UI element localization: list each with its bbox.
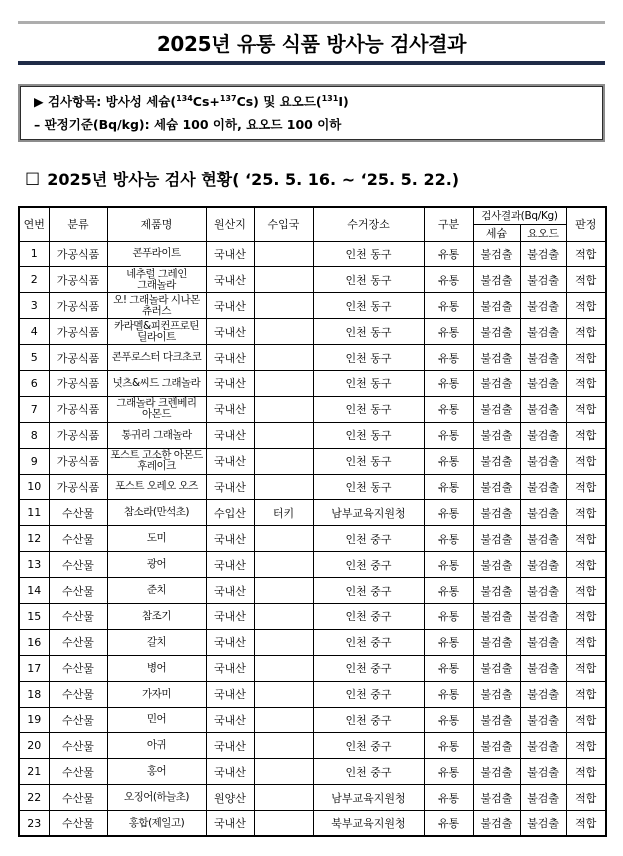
cell-category: 가공식품 [49,241,107,267]
cell-category: 수산물 [49,681,107,707]
cell-iodine: 불검출 [520,629,566,655]
cell-type: 유통 [424,552,473,578]
cell-origin: 국내산 [206,578,254,604]
cell-import-country [254,345,313,371]
cell-origin: 국내산 [206,811,254,837]
cell-type: 유통 [424,500,473,526]
cell-cesium: 불검출 [473,655,520,681]
cell-import-country [254,448,313,474]
test-items-text: Cs+ [192,94,220,109]
cell-type: 유통 [424,396,473,422]
cell-verdict: 적합 [566,267,606,293]
cell-verdict: 적합 [566,319,606,345]
cell-no: 17 [19,655,49,681]
cell-collection-site: 인천 중구 [313,629,424,655]
table-row [19,370,606,396]
cell-collection-site: 인천 동구 [313,241,424,267]
header-import-country: 수입국 [254,207,313,241]
cell-category: 가공식품 [49,474,107,500]
cell-verdict: 적합 [566,422,606,448]
cell-import-country [254,707,313,733]
cell-import-country [254,319,313,345]
cell-category: 수산물 [49,707,107,733]
cell-import-country [254,474,313,500]
header-product: 제품명 [107,207,206,241]
cell-category: 가공식품 [49,422,107,448]
cell-product: 가자미 [107,681,206,707]
cell-verdict: 적합 [566,293,606,319]
table-row [19,733,606,759]
table-row [19,629,606,655]
cell-no: 3 [19,293,49,319]
cell-import-country [254,759,313,785]
cell-no: 19 [19,707,49,733]
cell-verdict: 적합 [566,448,606,474]
cell-category: 가공식품 [49,396,107,422]
cell-collection-site: 인천 동구 [313,474,424,500]
cell-collection-site: 인천 동구 [313,370,424,396]
table-row [19,293,606,319]
cell-verdict: 적합 [566,474,606,500]
cell-type: 유통 [424,681,473,707]
cell-collection-site: 인천 동구 [313,319,424,345]
cell-product: 넛츠&씨드 그래놀라 [107,370,206,396]
cell-iodine: 불검출 [520,811,566,837]
cell-collection-site: 북부교육지원청 [313,811,424,837]
isotope-mass-number: 137 [219,94,237,103]
cell-product: 포스트 고소한 아몬드 후레이크 [107,448,206,474]
title-top-rule [18,21,605,24]
header-iodine: 요오드 [520,224,566,241]
cell-verdict: 적합 [566,629,606,655]
cell-category: 수산물 [49,578,107,604]
cell-type: 유통 [424,759,473,785]
cell-verdict: 적합 [566,811,606,837]
cell-product: 통귀리 그래놀라 [107,422,206,448]
cell-no: 21 [19,759,49,785]
cell-product: 오! 그래놀라 시나몬 츄러스 [107,293,206,319]
cell-iodine: 불검출 [520,345,566,371]
cell-verdict: 적합 [566,578,606,604]
title-bottom-rule [18,61,605,65]
cell-collection-site: 인천 중구 [313,552,424,578]
cell-import-country [254,526,313,552]
cell-import-country [254,267,313,293]
cell-import-country [254,811,313,837]
cell-import-country [254,733,313,759]
table-row [19,267,606,293]
cell-verdict: 적합 [566,655,606,681]
test-items-text: Cs) 및 요오드( [236,94,322,109]
cell-no: 1 [19,241,49,267]
cell-cesium: 불검출 [473,500,520,526]
cell-import-country [254,785,313,811]
test-items-line [34,90,603,113]
cell-iodine: 불검출 [520,241,566,267]
cell-product: 콘푸라이트 [107,241,206,267]
table-row [19,319,606,345]
cell-collection-site: 인천 동구 [313,345,424,371]
cell-type: 유통 [424,578,473,604]
cell-product: 콘푸로스터 다크초코 [107,345,206,371]
cell-category: 가공식품 [49,293,107,319]
cell-origin: 국내산 [206,526,254,552]
cell-cesium: 불검출 [473,474,520,500]
cell-category: 수산물 [49,603,107,629]
cell-collection-site: 남부교육지원청 [313,785,424,811]
cell-no: 15 [19,603,49,629]
cell-import-country [254,603,313,629]
cell-no: 2 [19,267,49,293]
section-heading [25,168,459,192]
cell-verdict: 적합 [566,785,606,811]
test-criteria-box [18,84,605,142]
isotope-mass-number: 134 [176,94,193,103]
cell-origin: 국내산 [206,319,254,345]
header-verdict: 판정 [566,207,606,241]
cell-no: 20 [19,733,49,759]
cell-origin: 수입산 [206,500,254,526]
cell-product: 아귀 [107,733,206,759]
cell-type: 유통 [424,655,473,681]
cell-product: 준치 [107,578,206,604]
cell-type: 유통 [424,370,473,396]
cell-category: 수산물 [49,500,107,526]
cell-iodine: 불검출 [520,785,566,811]
cell-origin: 국내산 [206,396,254,422]
cell-product: 포스트 오레오 오즈 [107,474,206,500]
cell-no: 14 [19,578,49,604]
table-row [19,422,606,448]
table-row [19,552,606,578]
cell-type: 유통 [424,603,473,629]
cell-category: 가공식품 [49,448,107,474]
header-test-result: 검사결과(Bq/Kg) [473,207,566,224]
section-heading-text: 2025년 방사능 검사 현황( ‘25. 5. 16. ~ ‘25. 5. 22.) [47,170,460,189]
header-category: 분류 [49,207,107,241]
cell-origin: 국내산 [206,422,254,448]
document-title: 2025년 유통 식품 방사능 검사결과 [156,32,467,56]
cell-origin: 국내산 [206,655,254,681]
cell-cesium: 불검출 [473,526,520,552]
cell-verdict: 적합 [566,396,606,422]
cell-cesium: 불검출 [473,603,520,629]
cell-collection-site: 인천 중구 [313,759,424,785]
table-row [19,578,606,604]
cell-verdict: 적합 [566,552,606,578]
cell-iodine: 불검출 [520,681,566,707]
cell-type: 유통 [424,293,473,319]
cell-collection-site: 인천 중구 [313,707,424,733]
table-row [19,785,606,811]
cell-iodine: 불검출 [520,500,566,526]
cell-verdict: 적합 [566,681,606,707]
table-row [19,500,606,526]
header-type: 구분 [424,207,473,241]
cell-verdict: 적합 [566,370,606,396]
table-row [19,707,606,733]
cell-no: 9 [19,448,49,474]
cell-verdict: 적합 [566,603,606,629]
cell-category: 가공식품 [49,319,107,345]
cell-type: 유통 [424,733,473,759]
cell-cesium: 불검출 [473,345,520,371]
cell-type: 유통 [424,811,473,837]
cell-type: 유통 [424,241,473,267]
test-items-text: ▶ 검사항목: 방사성 세슘( [34,94,177,109]
cell-collection-site: 인천 동구 [313,396,424,422]
cell-cesium: 불검출 [473,293,520,319]
cell-cesium: 불검출 [473,578,520,604]
cell-product: 병어 [107,655,206,681]
cell-product: 그래놀라 크렌베리 아몬드 [107,396,206,422]
cell-no: 22 [19,785,49,811]
cell-collection-site: 인천 중구 [313,655,424,681]
cell-category: 가공식품 [49,345,107,371]
cell-cesium: 불검출 [473,707,520,733]
cell-import-country [254,241,313,267]
cell-no: 23 [19,811,49,837]
cell-no: 13 [19,552,49,578]
cell-product: 카라멜&피컨프로틴 딜라이트 [107,319,206,345]
cell-origin: 국내산 [206,552,254,578]
cell-collection-site: 인천 동구 [313,422,424,448]
cell-origin: 국내산 [206,474,254,500]
cell-collection-site: 인천 동구 [313,293,424,319]
cell-origin: 국내산 [206,759,254,785]
cell-import-country [254,422,313,448]
cell-product: 참소라(만석초) [107,500,206,526]
cell-iodine: 불검출 [520,552,566,578]
cell-type: 유통 [424,474,473,500]
cell-no: 8 [19,422,49,448]
cell-type: 유통 [424,319,473,345]
cell-cesium: 불검출 [473,785,520,811]
cell-iodine: 불검출 [520,422,566,448]
cell-category: 가공식품 [49,267,107,293]
cell-origin: 국내산 [206,267,254,293]
cell-origin: 국내산 [206,707,254,733]
header-collection-site: 수거장소 [313,207,424,241]
table-row [19,811,606,837]
table-row [19,448,606,474]
cell-cesium: 불검출 [473,370,520,396]
cell-category: 가공식품 [49,370,107,396]
cell-origin: 국내산 [206,603,254,629]
cell-category: 수산물 [49,526,107,552]
cell-iodine: 불검출 [520,526,566,552]
cell-type: 유통 [424,707,473,733]
cell-import-country [254,293,313,319]
cell-verdict: 적합 [566,241,606,267]
cell-cesium: 불검출 [473,267,520,293]
cell-type: 유통 [424,785,473,811]
table-header-row [19,207,606,224]
cell-iodine: 불검출 [520,448,566,474]
cell-iodine: 불검출 [520,293,566,319]
cell-cesium: 불검출 [473,448,520,474]
header-origin: 원산지 [206,207,254,241]
cell-no: 10 [19,474,49,500]
cell-iodine: 불검출 [520,578,566,604]
cell-category: 수산물 [49,759,107,785]
judgment-criteria-line: – 판정기준(Bq/kg): 세슘 100 이하, 요오드 100 이하 [34,117,342,132]
cell-iodine: 불검출 [520,603,566,629]
cell-no: 16 [19,629,49,655]
cell-category: 수산물 [49,552,107,578]
cell-category: 수산물 [49,811,107,837]
cell-product: 광어 [107,552,206,578]
cell-cesium: 불검출 [473,552,520,578]
cell-product: 갈치 [107,629,206,655]
header-no: 연번 [19,207,49,241]
cell-collection-site: 인천 중구 [313,526,424,552]
isotope-mass-number: 131 [321,94,339,103]
header-cesium: 세슘 [473,224,520,241]
table-body [19,241,606,836]
cell-product: 오징어(하늘초) [107,785,206,811]
cell-collection-site: 인천 중구 [313,578,424,604]
cell-import-country: 터키 [254,500,313,526]
cell-import-country [254,370,313,396]
cell-type: 유통 [424,267,473,293]
cell-cesium: 불검출 [473,241,520,267]
cell-iodine: 불검출 [520,396,566,422]
square-bullet-icon: ☐ [25,170,41,190]
cell-collection-site: 남부교육지원청 [313,500,424,526]
cell-type: 유통 [424,526,473,552]
cell-product: 도미 [107,526,206,552]
cell-import-country [254,655,313,681]
cell-verdict: 적합 [566,526,606,552]
cell-collection-site: 인천 동구 [313,448,424,474]
cell-type: 유통 [424,448,473,474]
table-row [19,241,606,267]
cell-product: 참조기 [107,603,206,629]
cell-origin: 국내산 [206,629,254,655]
cell-cesium: 불검출 [473,396,520,422]
cell-import-country [254,681,313,707]
cell-origin: 원양산 [206,785,254,811]
cell-product: 홍어 [107,759,206,785]
cell-no: 6 [19,370,49,396]
cell-iodine: 불검출 [520,707,566,733]
cell-import-country [254,629,313,655]
table-row [19,759,606,785]
cell-verdict: 적합 [566,733,606,759]
cell-verdict: 적합 [566,707,606,733]
cell-iodine: 불검출 [520,267,566,293]
table-row [19,681,606,707]
cell-iodine: 불검출 [520,733,566,759]
cell-collection-site: 인천 중구 [313,733,424,759]
cell-verdict: 적합 [566,345,606,371]
cell-category: 수산물 [49,785,107,811]
cell-product: 홍합(제일고) [107,811,206,837]
cell-iodine: 불검출 [520,319,566,345]
cell-no: 11 [19,500,49,526]
cell-cesium: 불검출 [473,733,520,759]
cell-type: 유통 [424,422,473,448]
cell-origin: 국내산 [206,733,254,759]
cell-iodine: 불검출 [520,655,566,681]
table-row [19,655,606,681]
cell-no: 12 [19,526,49,552]
cell-no: 7 [19,396,49,422]
cell-type: 유통 [424,345,473,371]
cell-cesium: 불검출 [473,319,520,345]
table-row [19,526,606,552]
cell-import-country [254,552,313,578]
table-row [19,396,606,422]
cell-no: 18 [19,681,49,707]
cell-import-country [254,578,313,604]
test-items-text: I) [338,94,349,109]
cell-cesium: 불검출 [473,811,520,837]
cell-product: 민어 [107,707,206,733]
results-table [18,206,607,837]
cell-origin: 국내산 [206,345,254,371]
cell-iodine: 불검출 [520,474,566,500]
cell-no: 4 [19,319,49,345]
cell-verdict: 적합 [566,500,606,526]
cell-origin: 국내산 [206,370,254,396]
cell-iodine: 불검출 [520,759,566,785]
cell-cesium: 불검출 [473,422,520,448]
cell-origin: 국내산 [206,681,254,707]
cell-no: 5 [19,345,49,371]
cell-category: 수산물 [49,629,107,655]
cell-verdict: 적합 [566,759,606,785]
table-row [19,345,606,371]
cell-origin: 국내산 [206,448,254,474]
cell-iodine: 불검출 [520,370,566,396]
table-row [19,603,606,629]
cell-import-country [254,396,313,422]
cell-cesium: 불검출 [473,681,520,707]
cell-product: 네추럴 그레인 그래놀라 [107,267,206,293]
cell-type: 유통 [424,629,473,655]
cell-category: 수산물 [49,733,107,759]
cell-collection-site: 인천 중구 [313,603,424,629]
table-row [19,474,606,500]
cell-origin: 국내산 [206,241,254,267]
cell-collection-site: 인천 동구 [313,267,424,293]
cell-origin: 국내산 [206,293,254,319]
cell-category: 수산물 [49,655,107,681]
cell-cesium: 불검출 [473,629,520,655]
cell-collection-site: 인천 중구 [313,681,424,707]
cell-cesium: 불검출 [473,759,520,785]
